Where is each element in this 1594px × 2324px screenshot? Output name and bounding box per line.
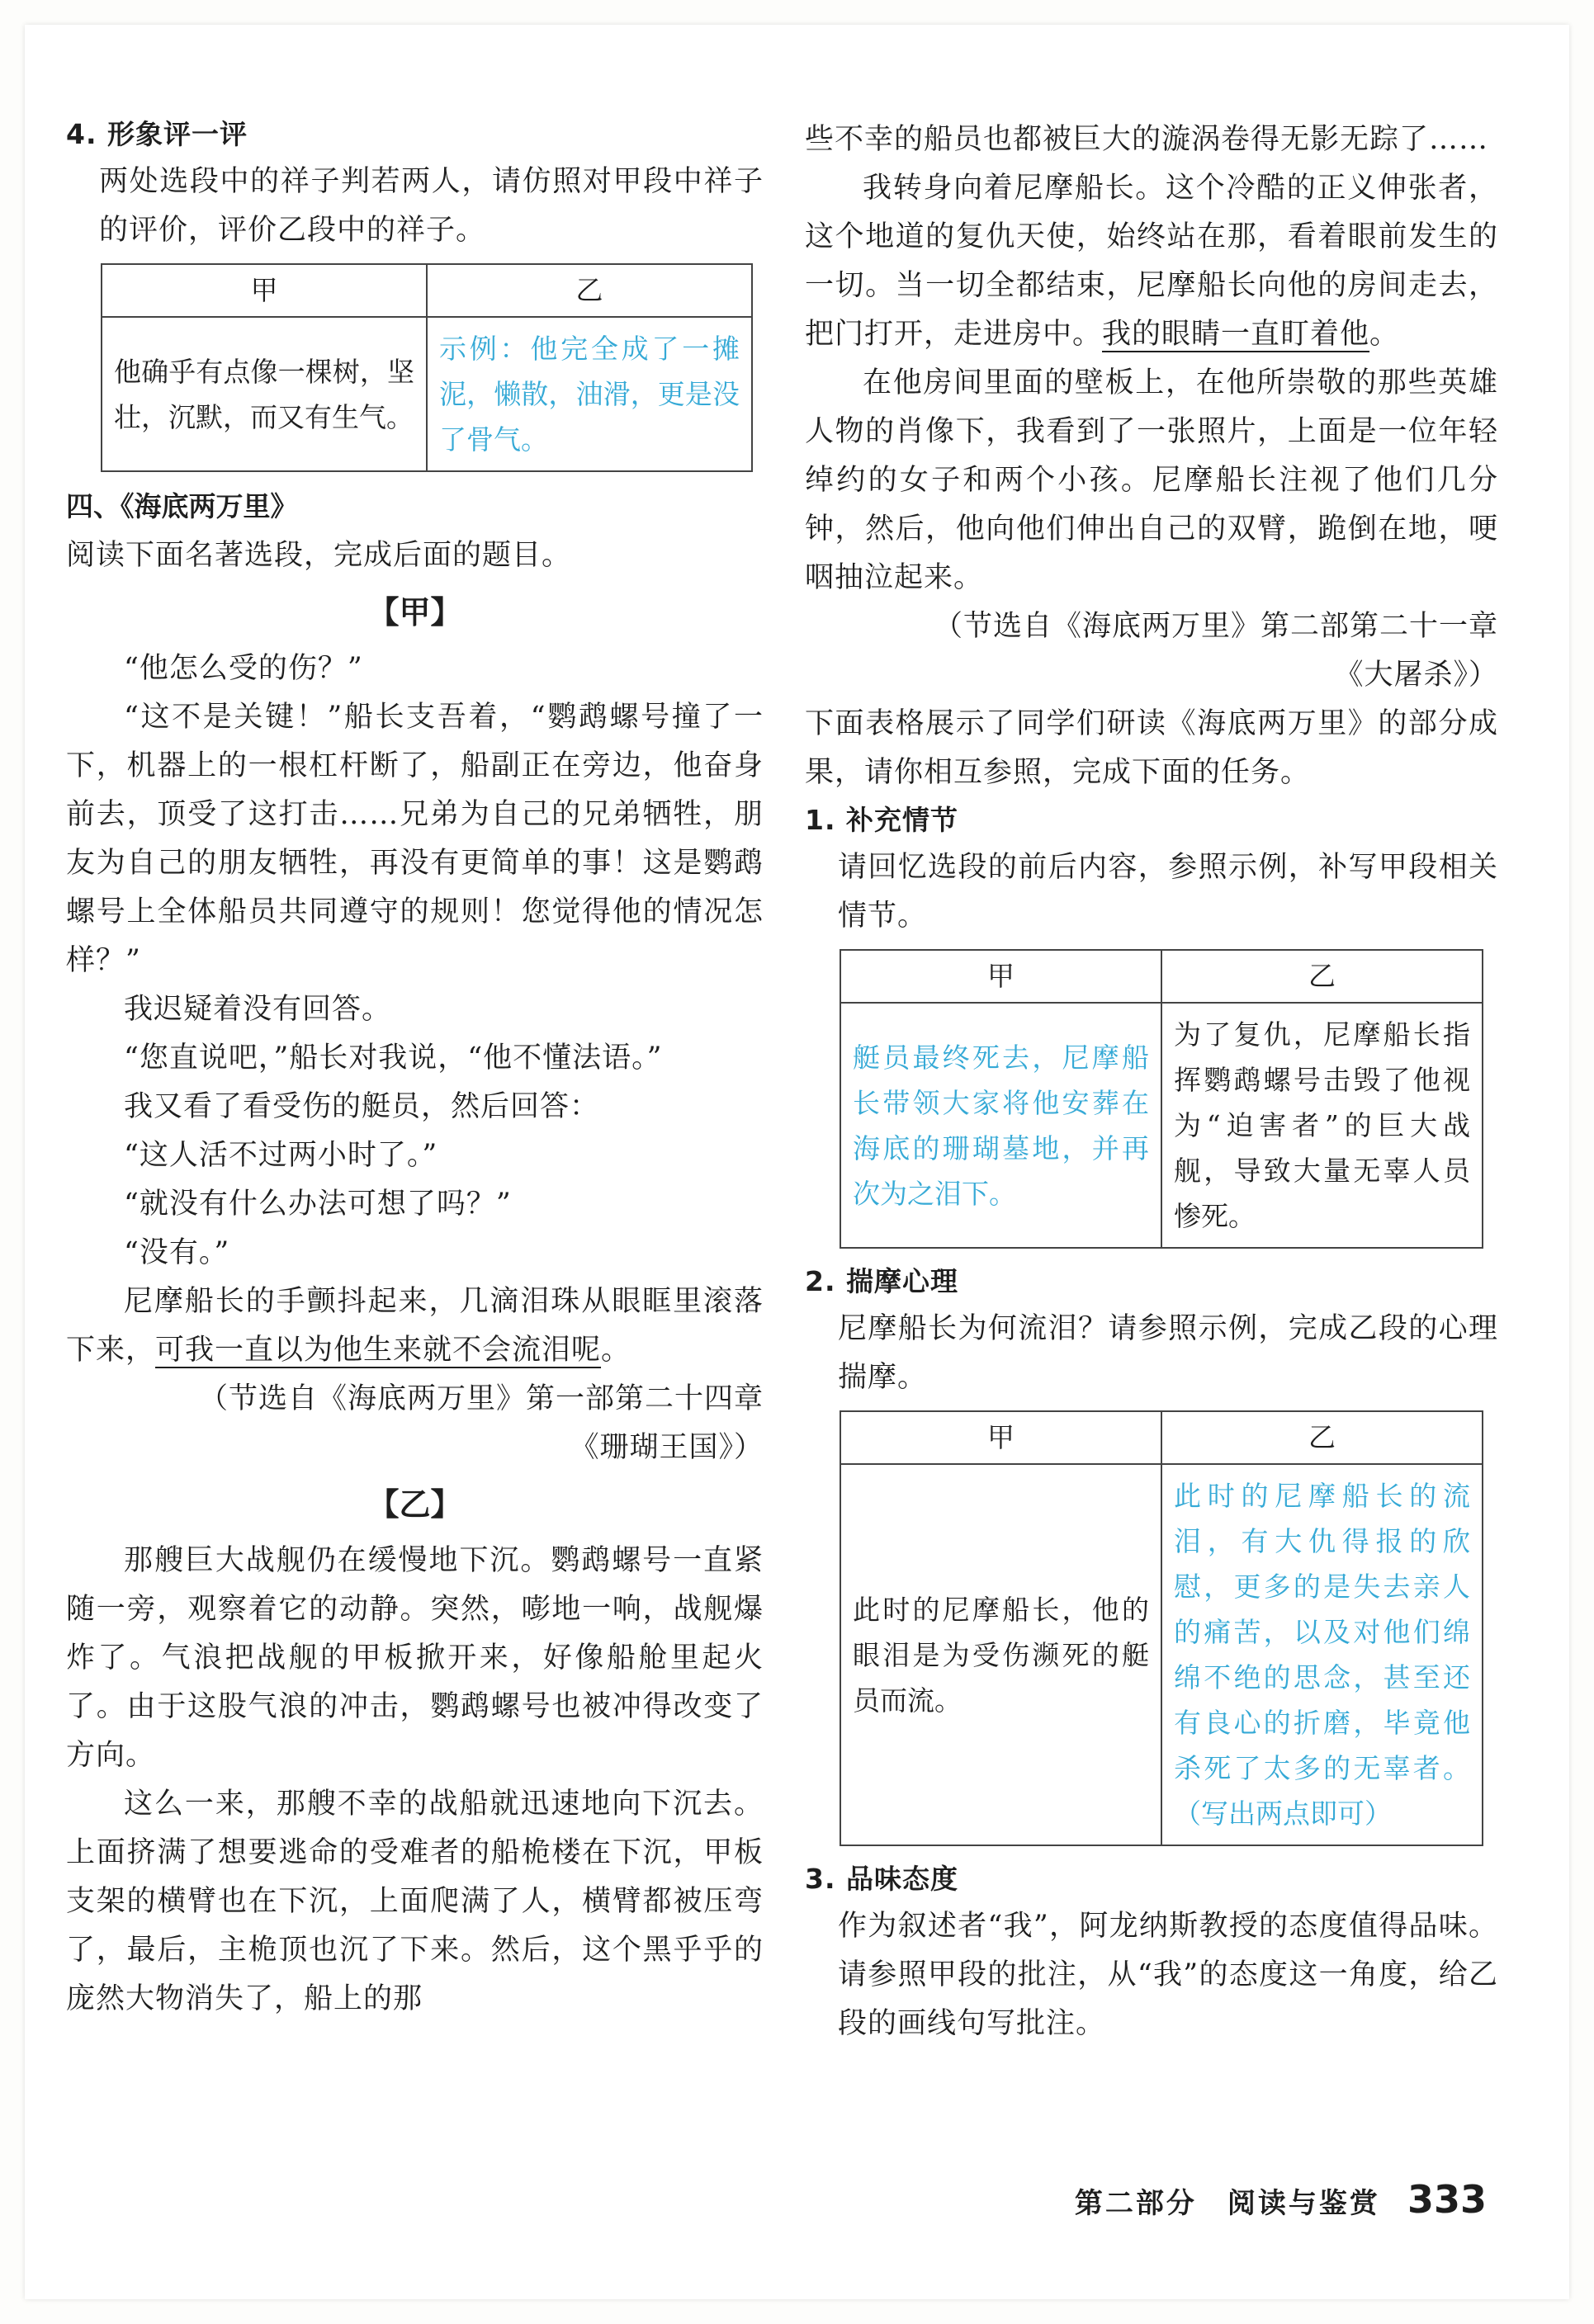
yi-text: 我转身向着尼摩船长。这个冷酷的正义伸张者，这个地道的复仇天使，始终站在那，看着眼前发生的一切。当一切全都结束，尼摩船长向他的房间走去，把门打开，走进房中。 — [805, 172, 1498, 351]
yi-text-end: 。 — [1369, 318, 1400, 351]
jia-source-line2: 《珊瑚王国》） — [570, 1431, 764, 1464]
footer-section-label: 第二部分 阅读与鉴赏 — [1074, 2187, 1380, 2220]
jia-source-line1: （节选自《海底两万里》第一部第二十四章 — [198, 1382, 764, 1415]
page-footer — [1075, 2177, 1487, 2222]
table-header-yi: 乙 — [427, 264, 752, 317]
table-cell-yi: 为了复仇，尼摩船长指挥鹦鹉螺号击毁了他视为“迫害者”的巨大战舰，导致大量无辜人员惨死。 — [1161, 1003, 1483, 1248]
task-1-text: 请回忆选段的前后内容，参照示例，补写甲段相关情节。 — [838, 851, 1498, 933]
yi-underlined-sentence: 我的眼睛一直盯着他 — [1102, 318, 1370, 351]
task-2-table — [840, 1410, 1483, 1846]
left-column — [66, 111, 764, 2024]
table-header-jia: 甲 — [840, 1411, 1161, 1464]
question-4-table — [101, 263, 753, 472]
yi-paragraph: 那艘巨大战舰仍在缓慢地下沉。鹦鹉螺号一直紧随一旁，观察着它的动静。突然，嘭地一响，战舰爆炸了。气浪把战舰的甲板掀开来，好像船舱里起火了。由于这股气浪的冲击，鹦鹉螺号也被冲得改变了方向。 — [66, 1544, 764, 1772]
jia-text: 尼摩船长的手颤抖起来，几滴泪珠从眼眶里滚落下来， — [66, 1285, 764, 1367]
table-cell-yi-answer: 此时的尼摩船长的流泪，有大仇得报的欣慰，更多的是失去亲人的痛苦，以及对他们绵绵不绝的思念，甚至还有良心的折磨，毕竟他杀死了太多的无辜者。（写出两点即可） — [1161, 1464, 1483, 1845]
question-4-title: 4. 形象评一评 — [66, 118, 248, 150]
jia-text-end: 。 — [601, 1334, 631, 1367]
jia-paragraph: 我迟疑着没有回答。 — [124, 993, 392, 1026]
task-2-text: 尼摩船长为何流泪？请参照示例，完成乙段的心理揣摩。 — [838, 1312, 1498, 1394]
table-header-jia: 甲 — [102, 264, 427, 317]
jia-underlined-sentence: 可我一直以为他生来就不会流泪呢 — [155, 1334, 602, 1367]
jia-paragraph: “没有。” — [124, 1236, 230, 1269]
jia-paragraph: “这人活不过两小时了。” — [124, 1139, 438, 1172]
jia-paragraph: “您直说吧，”船长对我说，“他不懂法语。” — [124, 1042, 663, 1075]
jia-paragraph-underlined — [66, 1278, 764, 1375]
jia-paragraph: “他怎么受的伤？” — [124, 652, 363, 685]
jia-paragraph: “这不是关键！”船长支吾着，“鹦鹉螺号撞了一下，机器上的一根杠杆断了，船副正在旁边，他奋身前去，顶受了这打击……兄弟为自己的兄弟牺牲，朋友为自己的朋友牺牲，再没有更简单的事！这是鹦鹉螺号上全体船员共同遵守的规则！您觉得他的情况怎样？” — [66, 701, 764, 977]
task-1-title: 1. 补充情节 — [805, 804, 958, 836]
yi-paragraph-underlined — [805, 164, 1498, 359]
jia-paragraph: 我又看了看受伤的艇员，然后回答： — [124, 1090, 600, 1123]
table-header-yi: 乙 — [1161, 1411, 1483, 1464]
task-1-table — [840, 949, 1483, 1249]
yi-source-line2: 《大屠杀》） — [1334, 659, 1498, 692]
table-header-jia: 甲 — [840, 950, 1161, 1003]
yi-source-line1: （节选自《海底两万里》第二部第二十一章 — [933, 610, 1498, 643]
task-3-text: 作为叙述者“我”，阿龙纳斯教授的态度值得品味。请参照甲段的批注，从“我”的态度这一角度，给乙段的画线句写批注。 — [838, 1910, 1498, 2040]
passage-yi-mark: 【乙】 — [367, 1486, 462, 1523]
task-2-title: 2. 揣摩心理 — [805, 1265, 958, 1297]
yi-paragraph: 这么一来，那艘不幸的战船就迅速地向下沉去。上面挤满了想要逃命的受难者的船桅楼在下沉，甲板支架的横臂也在下沉，上面爬满了人，横臂都被压弯了，最后，主桅顶也沉了下来。然后，这个黑乎乎的庞然大物消失了，船上的那 — [66, 1788, 764, 2015]
right-column — [805, 116, 1498, 2048]
question-4-text: 两处选段中的祥子判若两人，请仿照对甲段中祥子的评价，评价乙段中的祥子。 — [99, 165, 764, 247]
section-intro: 阅读下面名著选段，完成后面的题目。 — [66, 539, 572, 572]
task-intro: 下面表格展示了同学们研读《海底两万里》的部分成果，请你相互参照，完成下面的任务。 — [805, 707, 1498, 789]
yi-paragraph: 在他房间里面的壁板上，在他所崇敬的那些英雄人物的肖像下，我看到了一张照片，上面是一位年轻绰约的女子和两个小孩。尼摩船长注视了他们几分钟，然后，他向他们伸出自己的双臂，跪倒在地，哽咽抽泣起来。 — [805, 366, 1498, 594]
table-header-yi: 乙 — [1161, 950, 1483, 1003]
page-number: 333 — [1407, 2177, 1487, 2222]
table-cell-jia: 他确乎有点像一棵树，坚壮，沉默，而又有生气。 — [102, 317, 427, 471]
section-title: 四、《海底两万里》 — [66, 490, 298, 522]
yi-paragraph-continued: 些不幸的船员也都被巨大的漩涡卷得无影无踪了…… — [805, 123, 1489, 156]
table-cell-yi-answer: 示例：他完全成了一摊泥，懒散，油滑，更是没了骨气。 — [427, 317, 752, 471]
table-cell-jia-answer: 艇员最终死去，尼摩船长带领大家将他安葬在海底的珊瑚墓地，并再次为之泪下。 — [840, 1003, 1161, 1248]
task-3-title: 3. 品味态度 — [805, 1863, 958, 1895]
passage-jia-mark: 【甲】 — [367, 594, 462, 631]
table-cell-jia: 此时的尼摩船长，他的眼泪是为受伤濒死的艇员而流。 — [840, 1464, 1161, 1845]
jia-paragraph: “就没有什么办法可想了吗？” — [124, 1188, 512, 1221]
